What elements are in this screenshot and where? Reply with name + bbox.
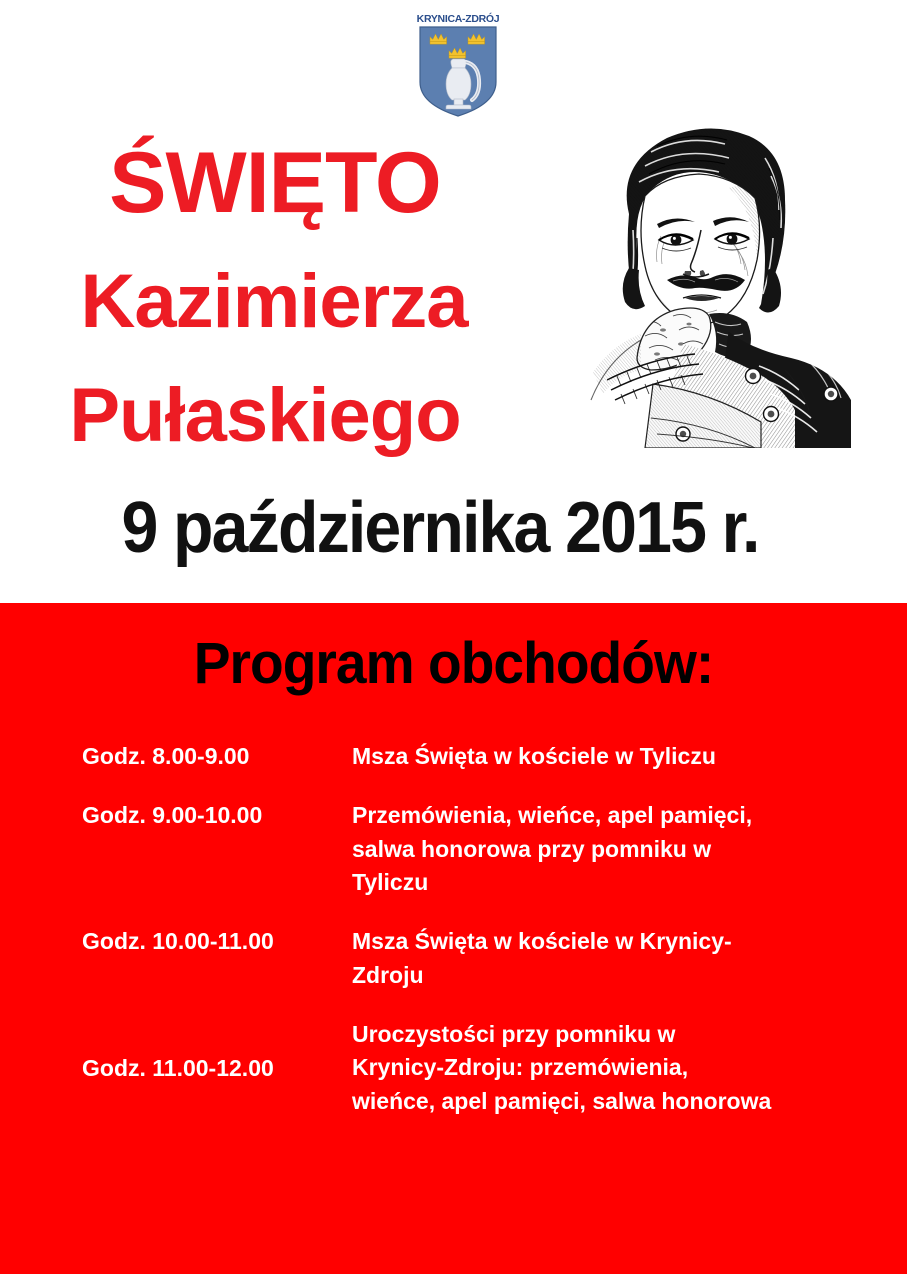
program-schedule-table	[82, 740, 842, 1118]
schedule-row-description: Msza Święta w kościele w Krynicy-Zdroju	[352, 928, 732, 988]
poster-title-block	[0, 135, 560, 458]
title-line-kazimierza: Kazimierza	[80, 259, 468, 344]
pulaski-portrait	[533, 118, 863, 448]
schedule-row	[82, 1018, 842, 1118]
schedule-row-description: Msza Święta w kościele w Tyliczu	[352, 743, 716, 769]
event-date: 9 października 2015 r.	[121, 488, 759, 568]
schedule-row	[82, 925, 842, 992]
title-line-swieto: ŚWIĘTO	[109, 135, 441, 231]
krynica-zdroj-coat-of-arms	[408, 10, 508, 120]
program-heading: Program obchodów:	[193, 631, 714, 696]
poster-header-section	[0, 0, 907, 603]
schedule-row	[82, 740, 842, 773]
schedule-row-time: Godz. 11.00-12.00	[82, 1055, 274, 1082]
schedule-row-description: Uroczystości przy pomniku w Krynicy-Zdroju: przemówienia, wieńce, apel pamięci, salwa honorowa	[352, 1021, 772, 1114]
program-section	[0, 603, 907, 1274]
title-line-pulaskiego: Pułaskiego	[69, 373, 461, 458]
schedule-row-time: Godz. 8.00-9.00	[82, 743, 250, 769]
schedule-row-time: Godz. 9.00-10.00	[82, 802, 263, 829]
schedule-row	[82, 799, 842, 899]
schedule-row-description: Przemówienia, wieńce, apel pamięci, salwa honorowa przy pomniku w Tyliczu	[352, 802, 753, 896]
svg-text:KRYNICA-ZDRÓJ: KRYNICA-ZDRÓJ	[416, 13, 500, 25]
schedule-row-time: Godz. 10.00-11.00	[82, 928, 274, 955]
